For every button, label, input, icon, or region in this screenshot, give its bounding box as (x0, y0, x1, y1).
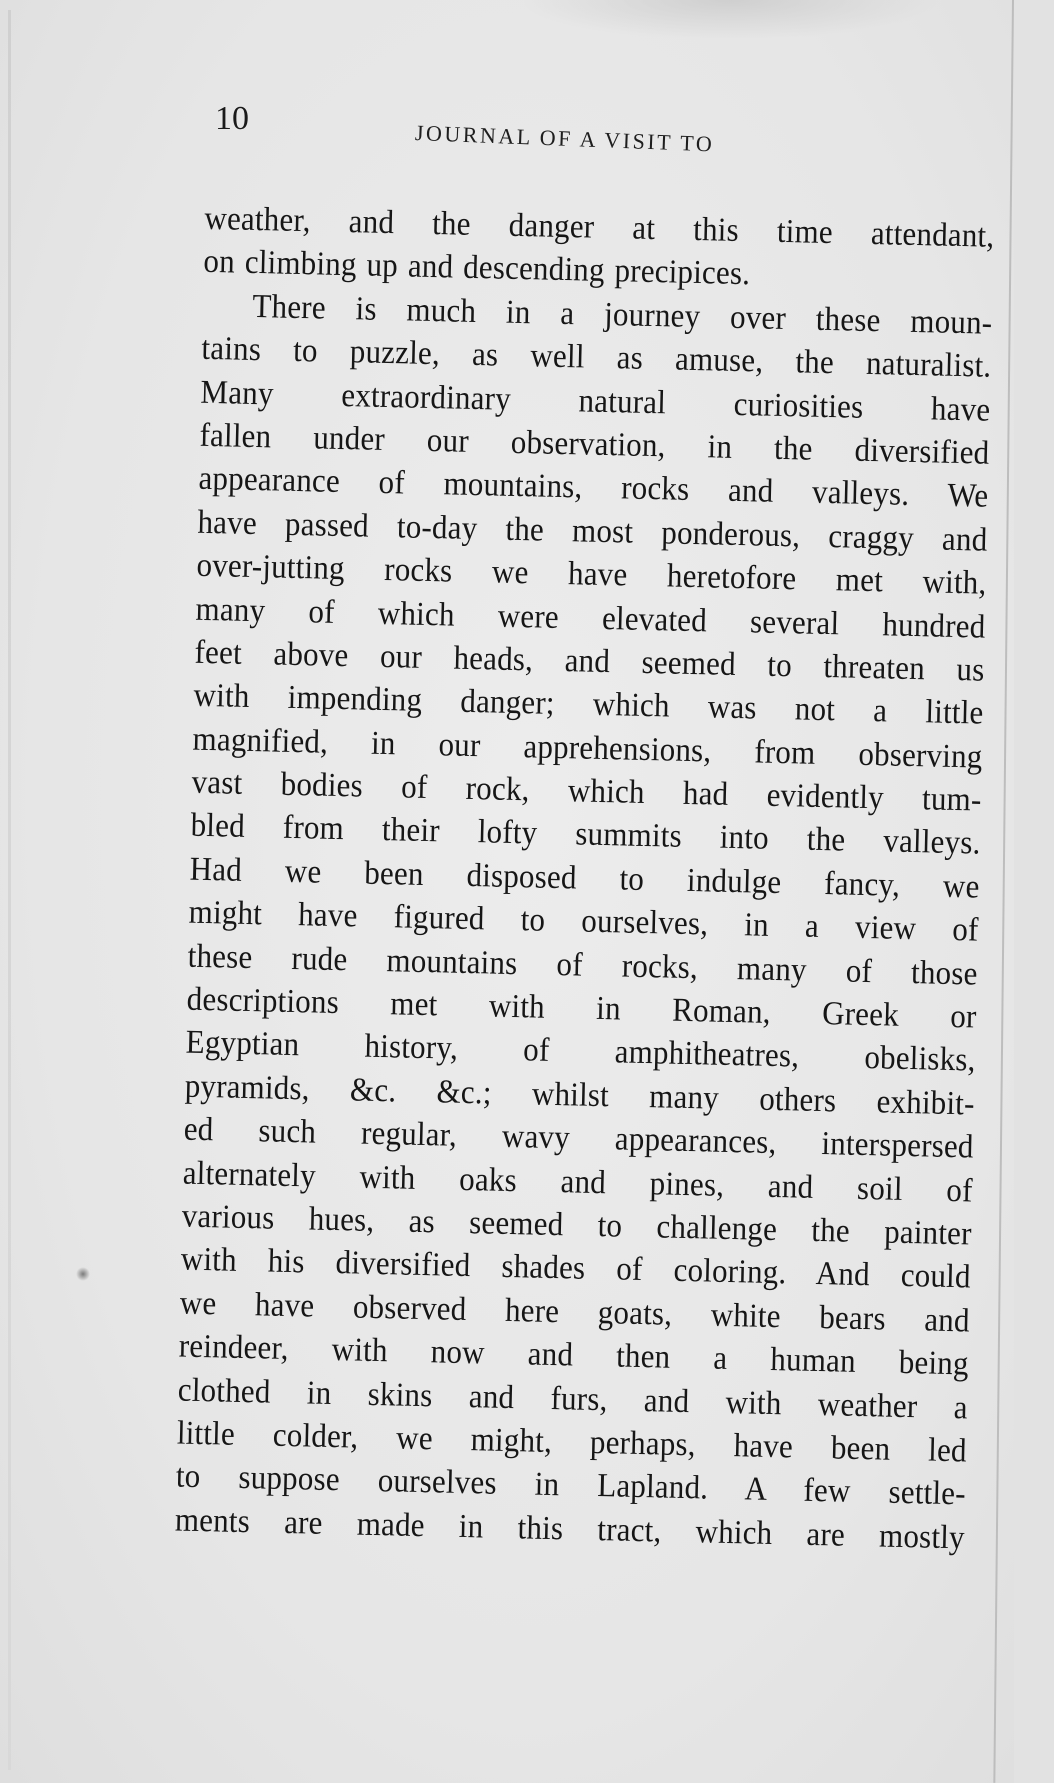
text-line: descriptions met with in Roman, Greek or (186, 979, 978, 1036)
body-text (174, 196, 994, 1559)
text-line: various hues, as seemed to challenge the painter (181, 1196, 973, 1253)
text-line: reindeer, with now and then a human being (178, 1326, 970, 1383)
text-line: bled from their lofty summits into the valleys. (190, 805, 981, 862)
page-right-edge (993, 0, 1014, 1783)
text-line: fallen under our observation, in the diversified (199, 415, 990, 472)
text-line: have passed to-day the most ponderous, craggy and (197, 502, 988, 558)
text-line: ments are made in this tract, which are mostly (174, 1499, 966, 1556)
text-line: might have figured to ourselves, in a view of (188, 892, 979, 949)
text-line: There is much in a journey over these moun- (252, 286, 993, 342)
text-line: to suppose ourselves in Lapland. A few settle- (175, 1456, 967, 1513)
running-head: JOURNAL OF A VISIT TO (414, 120, 715, 157)
text-line: with impending danger; which was not a little (193, 675, 984, 732)
text-line: we have observed here goats, white bears and (179, 1283, 971, 1339)
next-page-edge (1014, 0, 1054, 1783)
text-line: appearance of mountains, rocks and valleys. We (198, 458, 989, 515)
text-line: tains to puzzle, as well as amuse, the naturalist. (201, 328, 992, 385)
text-line: magnified, in our apprehensions, from observing (192, 719, 983, 775)
text-line: many of which were elevated several hundred (195, 588, 986, 645)
ink-smudge (76, 1267, 90, 1281)
page-number: 10 (215, 100, 249, 137)
text-line: feet above our heads, and seemed to threaten us (194, 632, 985, 689)
text-line: vast bodies of rock, which had evidently tum- (191, 762, 982, 819)
text-line: these rude mountains of rocks, many of those (187, 936, 979, 992)
text-line: Had we been disposed to indulge fancy, we (189, 849, 980, 905)
text-line: ed such regular, wavy appearances, interspersed (183, 1109, 975, 1166)
page-left-edge (8, 10, 11, 1770)
text-line: clothed in skins and furs, and with weather a (177, 1369, 969, 1426)
text-line: Many extraordinary natural curiosities have (200, 372, 991, 428)
text-line: with his diversified shades of coloring. And could (180, 1239, 972, 1296)
page-shadow (520, 0, 940, 40)
text-line: weather, and the danger at this time attendant, (204, 198, 995, 255)
text-line: pyramids, &c. &c.; whilst many others exhibit- (184, 1066, 976, 1122)
text-line: alternately with oaks and pines, and soil of (182, 1152, 974, 1209)
text-line: on climbing up and descending precipices. (203, 241, 751, 293)
text-line: over-jutting rocks we have heretofore met with, (196, 545, 987, 602)
text-line: Egyptian history, of amphitheatres, obelisks, (185, 1022, 977, 1079)
text-line: little colder, we might, perhaps, have been led (176, 1413, 968, 1469)
